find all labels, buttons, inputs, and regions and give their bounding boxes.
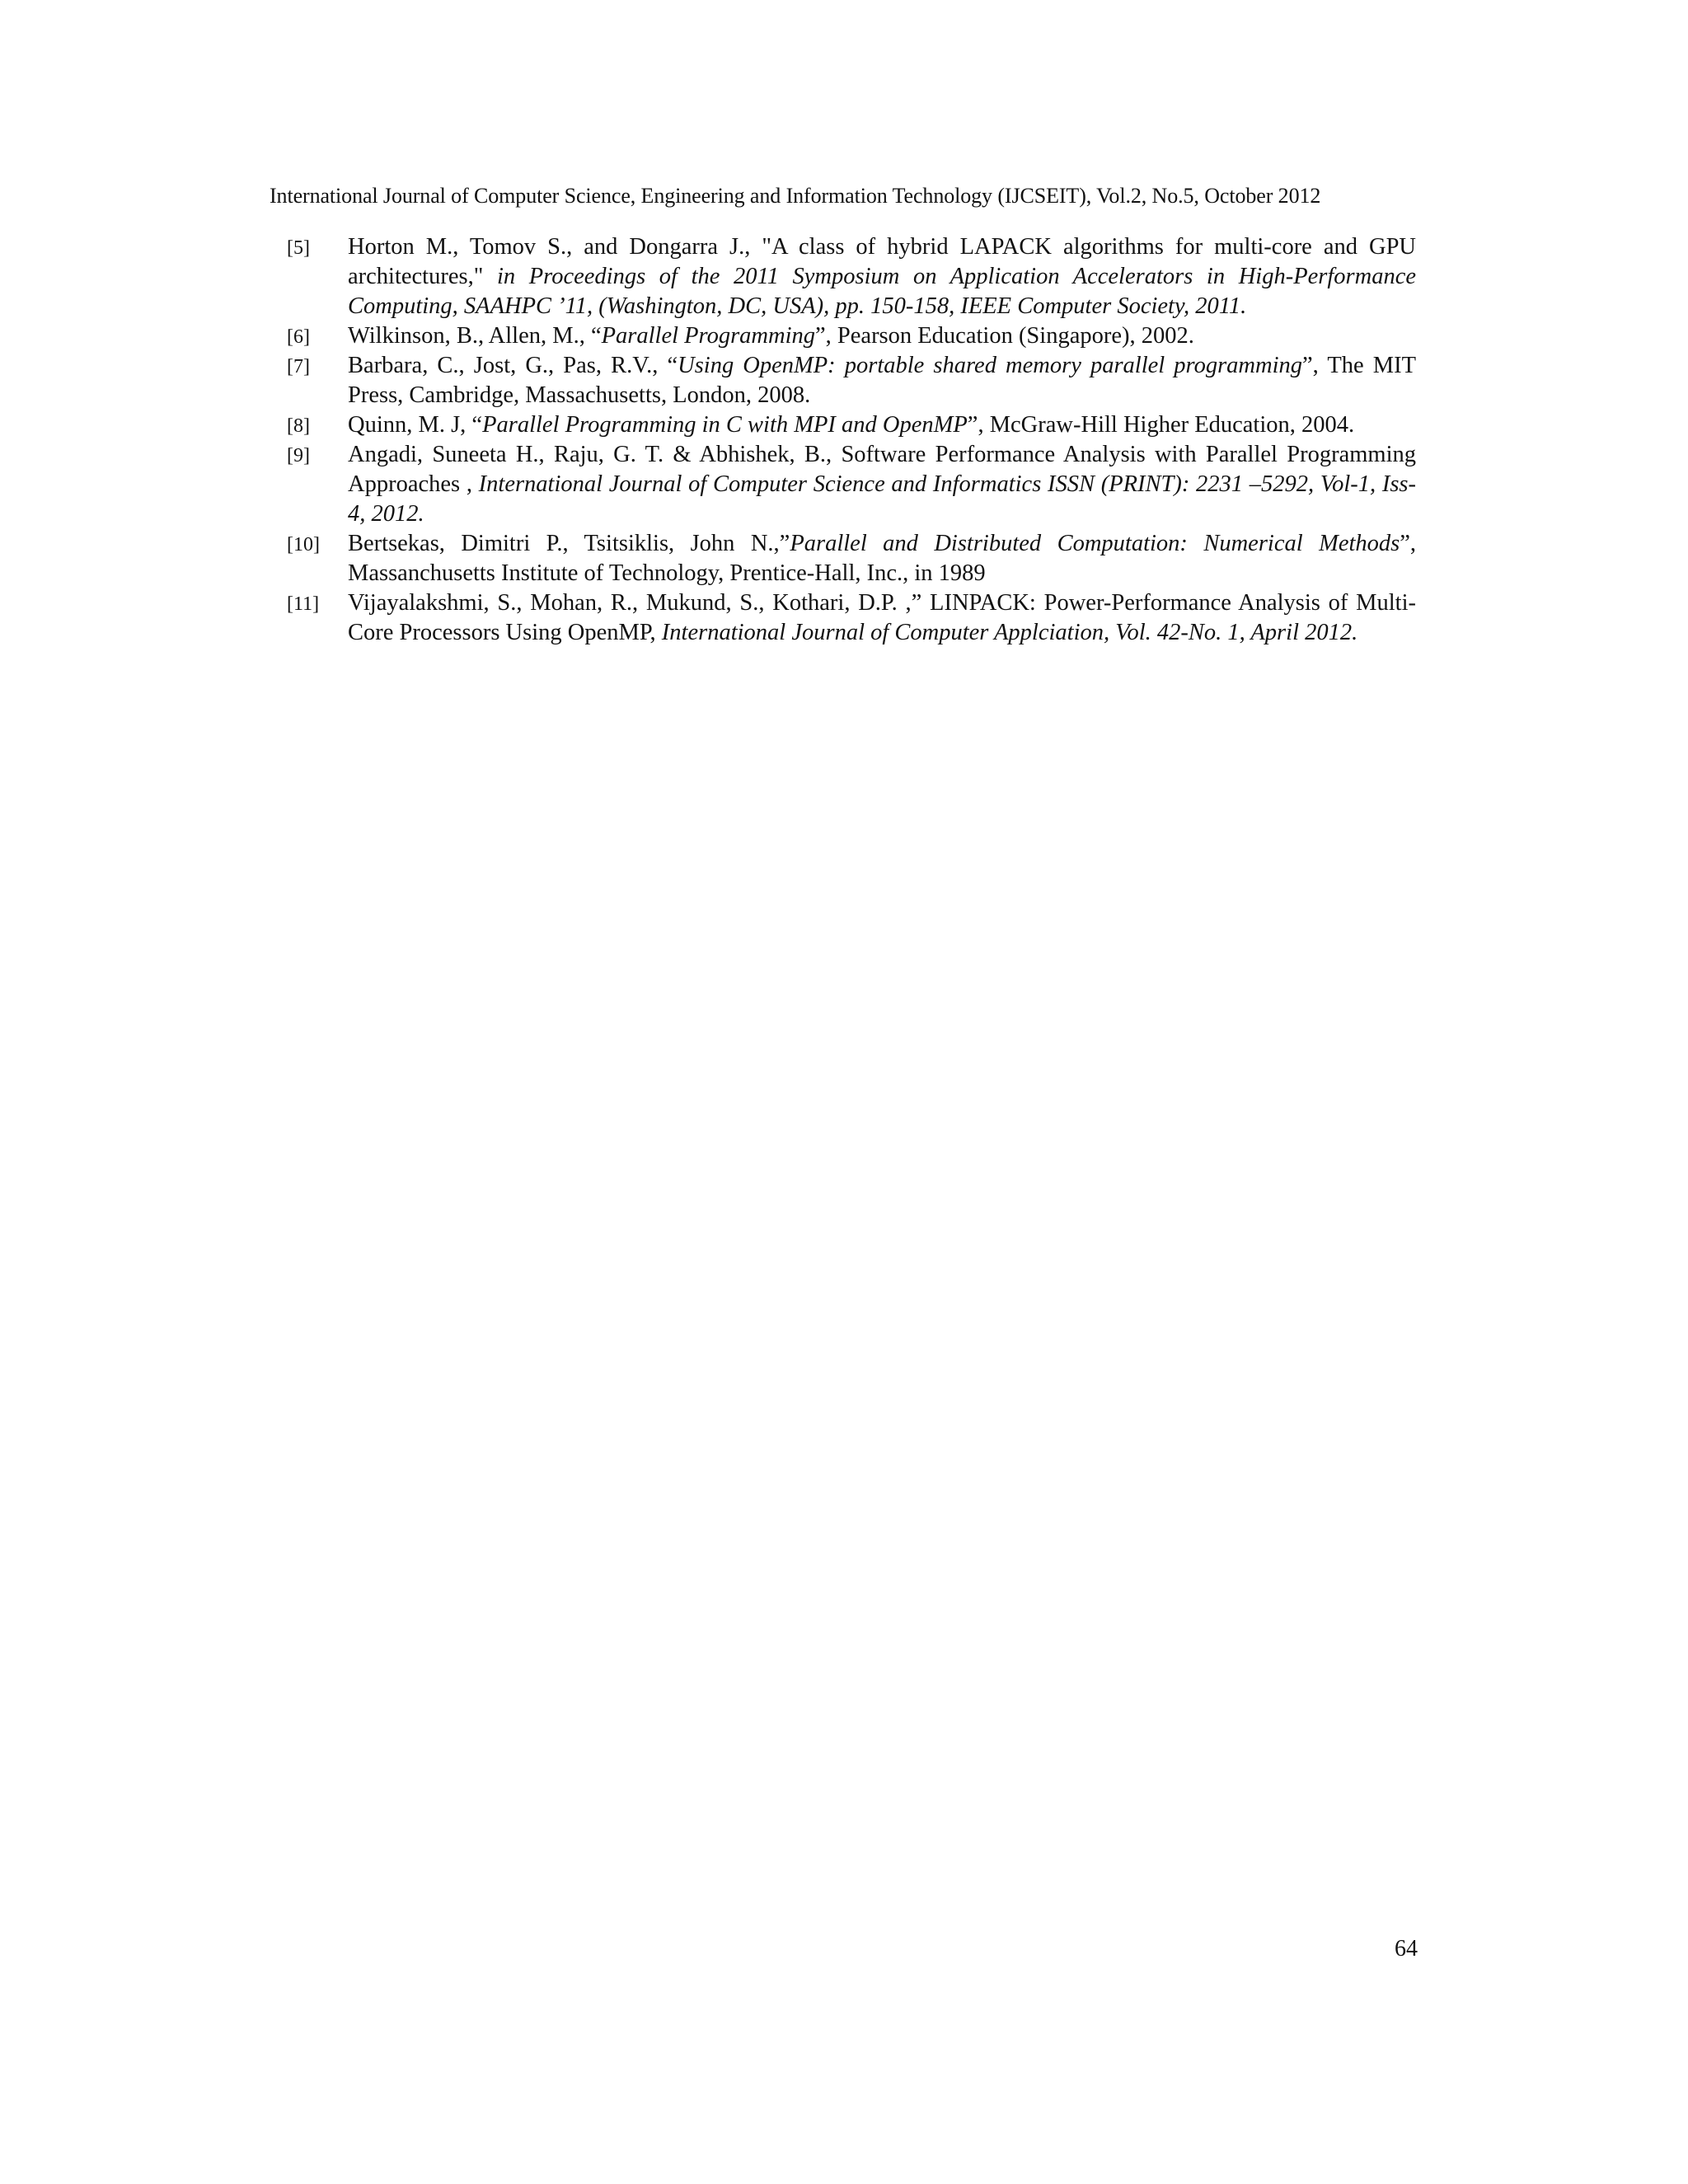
reference-number: [5]: [287, 237, 310, 259]
reference-item: [287, 321, 1416, 351]
reference-number: [10]: [287, 534, 320, 555]
reference-text: Barbara, C., Jost, G., Pas, R.V., “Using OpenMP: portable shared memory parallel programming”, The MIT Press, Cambridge, Massachusetts, London, 2008.: [348, 353, 1416, 408]
reference-text: Quinn, M. J, “Parallel Programming in C with MPI and OpenMP”, McGraw-Hill Higher Education, 2004.: [348, 412, 1355, 438]
reference-text: Wilkinson, B., Allen, M., “Parallel Programming”, Pearson Education (Singapore), 2002.: [348, 323, 1194, 349]
reference-number: [11]: [287, 593, 320, 615]
reference-text: Vijayalakshmi, S., Mohan, R., Mukund, S., Kothari, D.P. ,” LINPACK: Power-Performance Analysis of Multi-Core Processors Using OpenMP, International Journal of Computer Applciation, Vol. 42-No. 1, April 2012.: [348, 590, 1416, 645]
reference-item: [287, 232, 1416, 321]
reference-list: [287, 232, 1416, 648]
reference-item: [287, 410, 1416, 440]
reference-item: [287, 440, 1416, 529]
reference-text: Angadi, Suneeta H., Raju, G. T. & Abhishek, B., Software Performance Analysis with Parallel Programming Approaches , International Journal of Computer Science and Informatics ISSN (PRINT): 2231 –5292, Vol-1, Iss-4, 2012.: [348, 442, 1416, 527]
reference-text: Bertsekas, Dimitri P., Tsitsiklis, John N.,”Parallel and Distributed Computation: Numerical Methods”, Massanchusetts Institute of Technology, Prentice-Hall, Inc., in 1989: [348, 531, 1417, 586]
reference-number: [9]: [287, 445, 310, 466]
reference-text: Horton M., Tomov S., and Dongarra J., "A class of hybrid LAPACK algorithms for multi-core and GPU architectures," in Proceedings of the 2011 Symposium on Application Accelerators in High-Performance Computing, SAAHPC ’11, (Washington, DC, USA), pp. 150-158, IEEE Computer Society, 2011.: [348, 234, 1416, 319]
reference-item: [287, 529, 1416, 588]
reference-number: [7]: [287, 356, 310, 377]
page-number: 64: [1395, 1936, 1418, 1961]
reference-item: [287, 588, 1416, 648]
reference-number: [8]: [287, 415, 310, 437]
reference-number: [6]: [287, 326, 310, 348]
reference-item: [287, 351, 1416, 410]
running-header: International Journal of Computer Science, Engineering and Information Technology (IJCSEIT), Vol.2, No.5, October 2012: [270, 184, 1321, 208]
